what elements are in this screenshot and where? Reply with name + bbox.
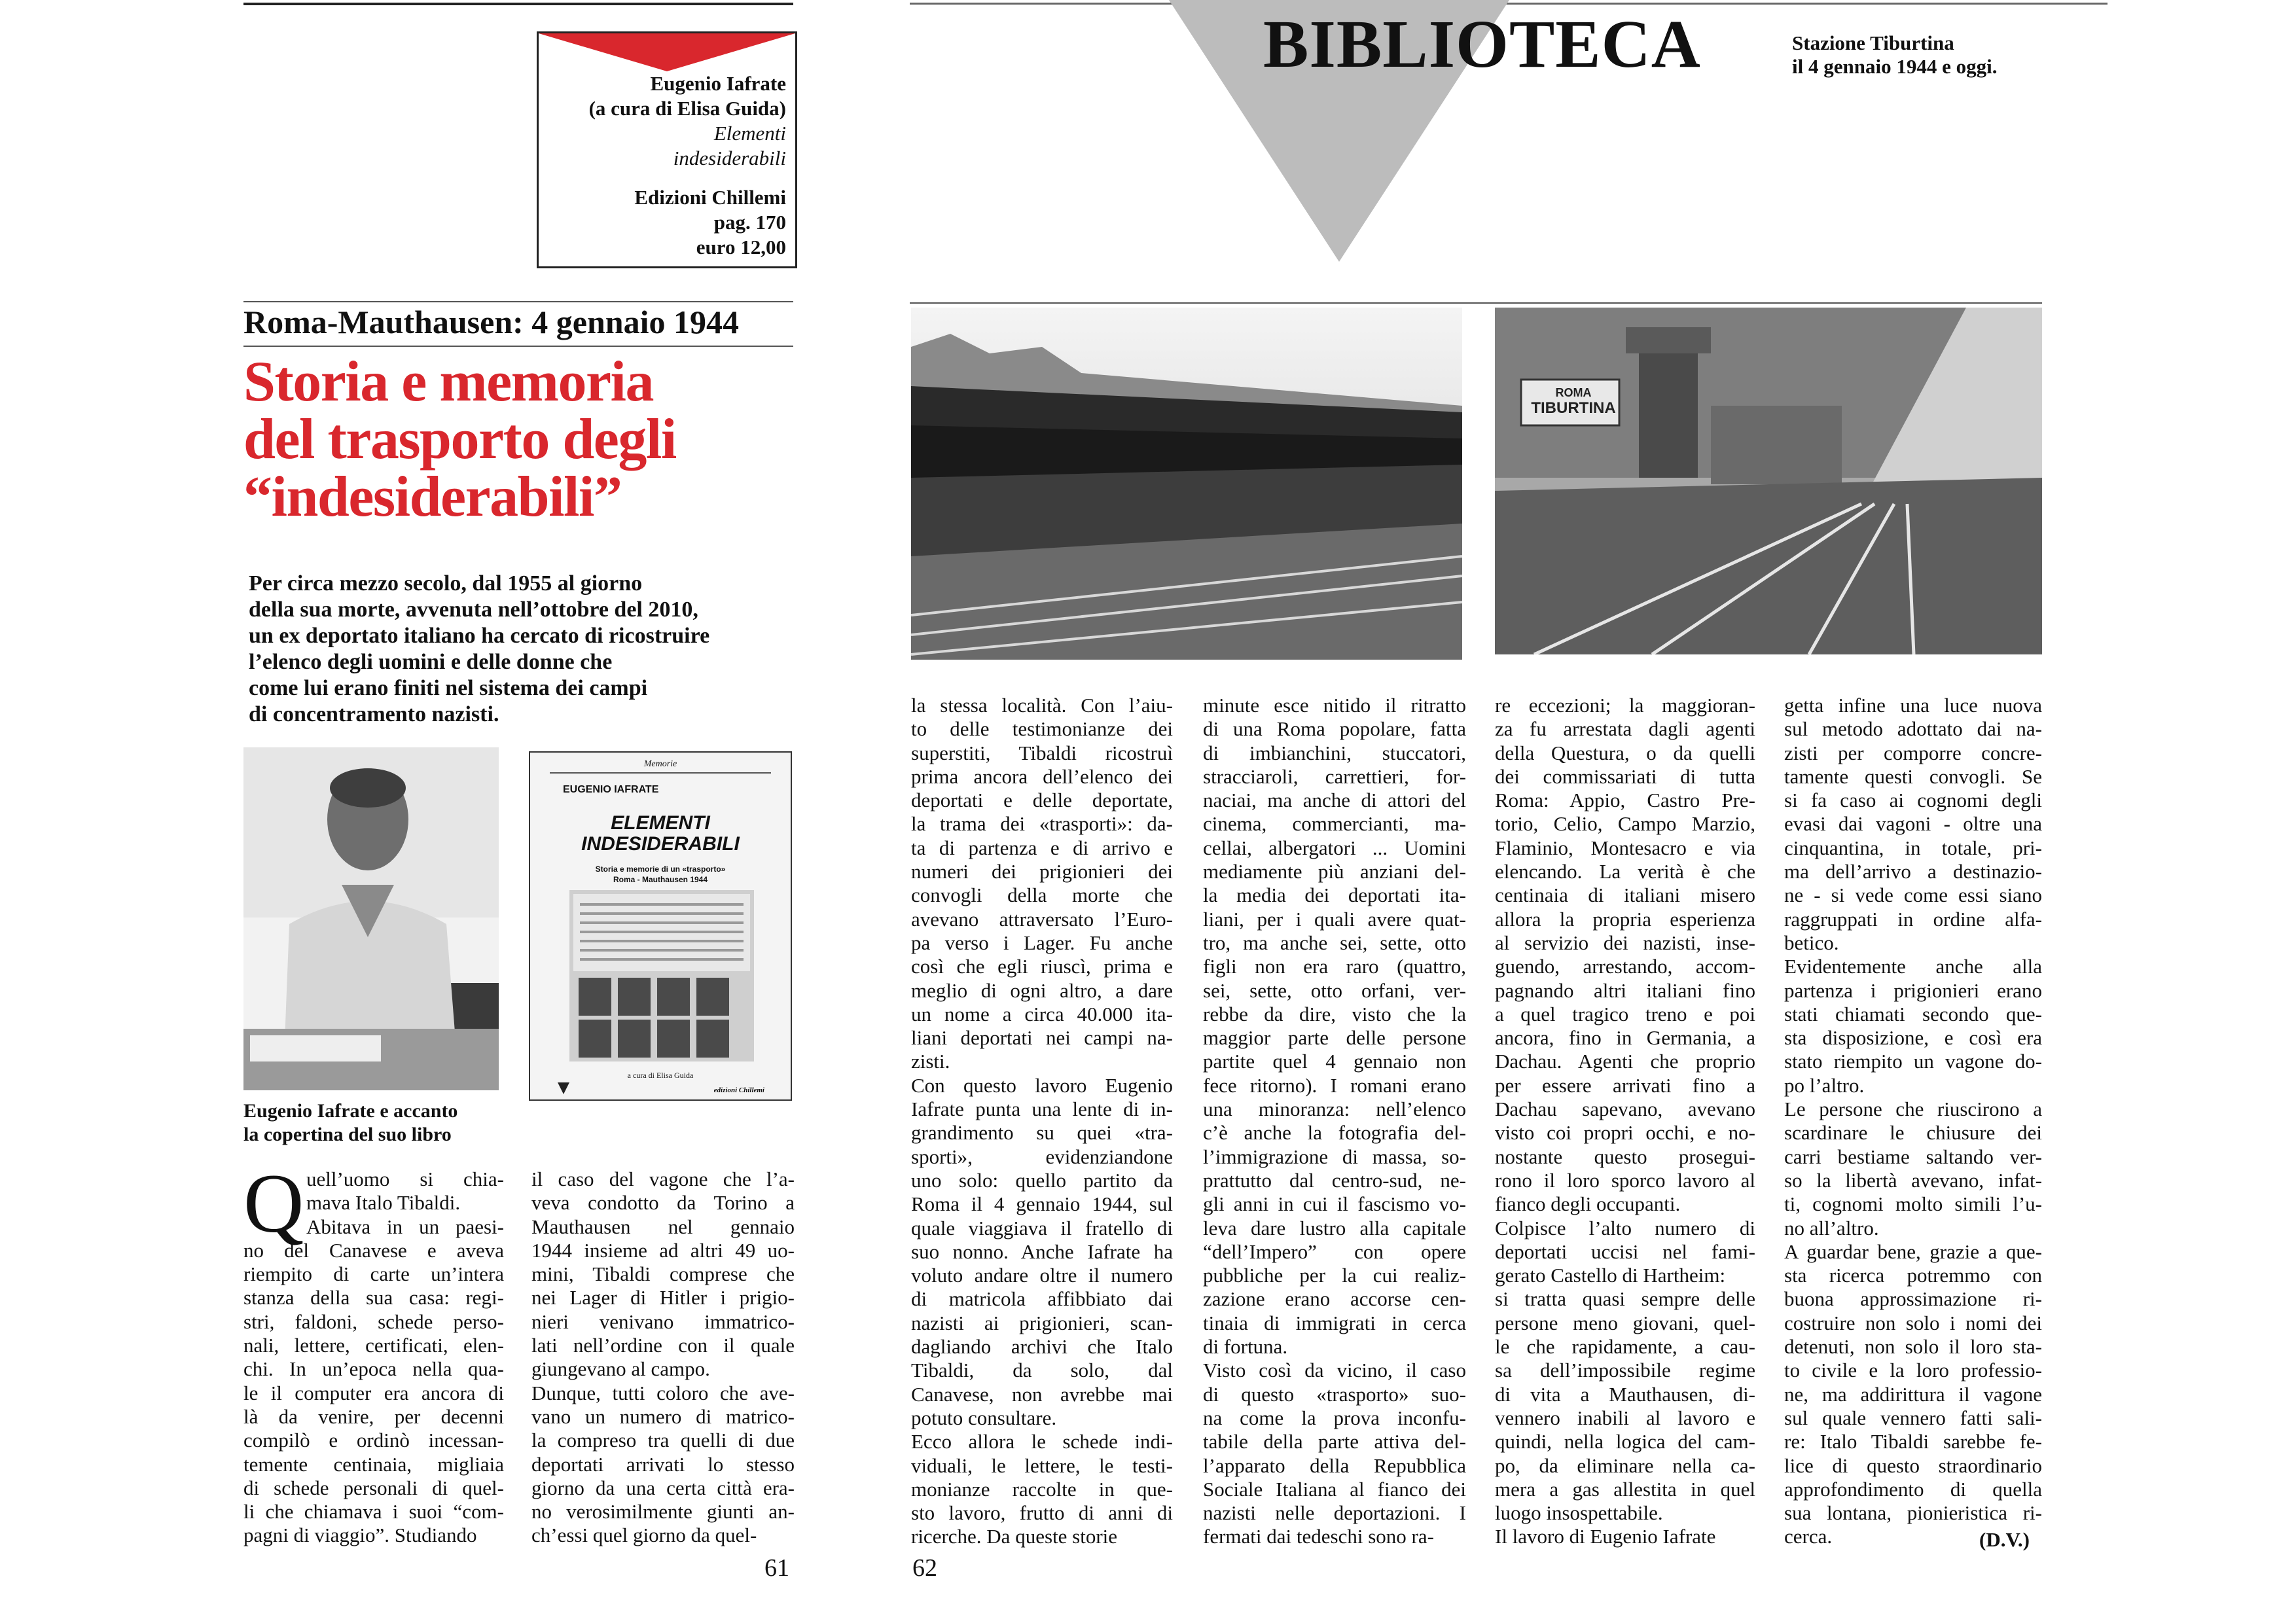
headline-line: Storia e memoria xyxy=(243,350,653,414)
book-info-box xyxy=(537,31,797,268)
column-text-line: dagliando archivi che Italo xyxy=(911,1335,1173,1359)
column-text-line: Abitava in un paesi- xyxy=(306,1215,504,1238)
column-text-line: re: Italo Tibaldi sarebbe fe- xyxy=(1784,1430,2042,1454)
column-text-line: A guardar bene, grazie a que- xyxy=(1784,1240,2042,1263)
column-text-line: getta infine una luce nuova xyxy=(1784,694,2042,717)
column-text-line: guendo, arrestando, accom- xyxy=(1495,955,1755,978)
kicker-rule-bottom xyxy=(243,346,793,347)
article-column-2 xyxy=(531,1168,795,1548)
section-subtitle-line: Stazione Tiburtina xyxy=(1792,31,1954,54)
lead-line: come lui erano finiti nel sistema dei campi xyxy=(249,676,648,700)
column-text-line: tro, ma anche sei, sette, otto xyxy=(1203,931,1466,954)
column-text-line: di questo «trasporto» suo- xyxy=(1203,1382,1466,1406)
article-lead xyxy=(249,571,818,728)
column-text-line: re eccezioni; la maggioran- xyxy=(1495,694,1755,717)
column-text-line: dei commissariati di tutta xyxy=(1495,764,1755,788)
caption-line: la copertina del suo libro xyxy=(243,1124,452,1145)
column-text-line: sul metodo adottato dai na- xyxy=(1784,717,2042,741)
column-text-line: stracciaroli, carrettieri, for- xyxy=(1203,764,1466,788)
station-sign-line: TIBURTINA xyxy=(1531,399,1616,417)
cover-subtitle-1: Storia e memorie di un «trasporto» xyxy=(595,865,726,874)
column-text-line: liani, per i quali avere quat- xyxy=(1203,907,1466,931)
column-text-line: prattutto dal centro-sud, ne- xyxy=(1203,1168,1466,1192)
photo-caption xyxy=(243,1099,518,1147)
column-text-line: minute esce nitido il ritratto xyxy=(1203,694,1466,717)
column-text-line: giungevano al campo. xyxy=(531,1357,710,1381)
column-text-line: quindi, nella logica del cam- xyxy=(1495,1430,1755,1454)
article-column-5 xyxy=(1495,694,1755,1549)
column-text-line: grandimento su quei «tra- xyxy=(911,1121,1173,1145)
column-text-line: buona approssimazione ri- xyxy=(1784,1287,2042,1311)
column-text-line: stato riempito un vagone do- xyxy=(1784,1050,2042,1073)
info-curator: (a cura di Elisa Guida) xyxy=(588,97,786,120)
column-text-line: giorno da una certa città era- xyxy=(531,1476,795,1499)
column-text-line: al servizio dei nazisti, inse- xyxy=(1495,931,1755,954)
column-text-line: carri bestiame saltando ver- xyxy=(1784,1145,2042,1168)
column-text-line: raggruppati in ordine alfa- xyxy=(1784,907,2042,931)
column-text-line: le il computer era ancora di xyxy=(243,1381,504,1404)
page-number-right: 62 xyxy=(912,1554,937,1582)
column-text-line: cinema, commercianti, ma- xyxy=(1203,812,1466,836)
column-text-line: deportati uccisi nel fami- xyxy=(1495,1240,1755,1263)
column-text-line: mini, Tibaldi comprese che xyxy=(531,1262,795,1286)
column-text-line: Ecco allora le schede indi- xyxy=(911,1430,1173,1454)
cover-series: Memorie xyxy=(643,759,677,769)
column-text-line: di imbianchini, stuccatori, xyxy=(1203,741,1466,764)
column-text-line: sul quale vennero fatti sali- xyxy=(1784,1406,2042,1429)
publisher-logo-icon xyxy=(556,1081,571,1096)
column-text-line: sto lavoro, frutto di anni di xyxy=(911,1501,1173,1525)
column-text-line: scardinare le chiusure dei xyxy=(1784,1121,2042,1145)
column-text-line: di vita a Mauthausen, di- xyxy=(1495,1382,1755,1406)
column-text-line: così che egli riuscì, prima e xyxy=(911,955,1173,978)
column-text-line: uno solo: quello partito da xyxy=(911,1168,1173,1192)
column-text-line: Dachau sapevano, avevano xyxy=(1495,1097,1755,1121)
station-sign xyxy=(1528,385,1619,416)
column-text-line: l’immigrazione di massa, so- xyxy=(1203,1145,1466,1168)
column-text-line: di schede personali di quel- xyxy=(243,1476,504,1499)
column-text-line: mera a gas allestita in quel xyxy=(1495,1477,1755,1501)
column-text-line: nei Lager di Hitler i prigio- xyxy=(531,1286,795,1310)
column-text-line: cellai, albergatori ... Uomini xyxy=(1203,836,1466,859)
column-text-line: nazisti nelle deportazioni. I xyxy=(1203,1501,1466,1525)
column-text-line: vano un numero di matrico- xyxy=(531,1404,795,1428)
column-text-line: monianze raccolte in que- xyxy=(911,1477,1173,1501)
column-text-line: un nome a circa 40.000 ita- xyxy=(911,1002,1173,1026)
column-text-line: c’è anche la fotografia del- xyxy=(1203,1121,1466,1145)
column-text-line: sei, sette, otto orfani, ver- xyxy=(1203,978,1466,1002)
column-text-line: potuto consultare. xyxy=(911,1406,1057,1429)
column-text-line: zisti per comporre concre- xyxy=(1784,741,2042,764)
column-text-line: sporti», evidenziandone xyxy=(911,1145,1173,1168)
column-text-line: nazisti ai prigionieri, scan- xyxy=(911,1311,1173,1334)
column-text-line: nieri venivano immatrico- xyxy=(531,1310,795,1333)
column-text-line: no del Canavese e aveva xyxy=(243,1238,504,1262)
column-text-line: vennero inabili al lavoro e xyxy=(1495,1406,1755,1429)
column-text-line: pubbliche per la cui realiz- xyxy=(1203,1264,1466,1287)
info-price: euro 12,00 xyxy=(696,236,786,259)
column-text-line: della Questura, o da quelli xyxy=(1495,741,1755,764)
column-text-line: meglio di ogni altro, a dare xyxy=(911,978,1173,1002)
article-kicker: Roma-Mauthausen: 4 gennaio 1944 xyxy=(243,304,739,340)
column-text-line: cerca. xyxy=(1784,1525,1833,1548)
column-text-line: sua lontana, pionieristica ri- xyxy=(1784,1501,2042,1525)
column-text-line: Colpisce l’alto numero di xyxy=(1495,1216,1755,1240)
drop-cap: Q xyxy=(243,1157,304,1250)
cover-curator: a cura di Elisa Guida xyxy=(627,1071,694,1080)
author-signature: (D.V.) xyxy=(1979,1528,2030,1551)
column-text-line: gerato Castello di Hartheim: xyxy=(1495,1264,1726,1287)
column-text-line: fermati dai tedeschi sono ra- xyxy=(1203,1525,1434,1548)
column-text-line: Le persone che riuscirono a xyxy=(1784,1097,2042,1121)
column-text-line: to civile e la loro professio- xyxy=(1784,1359,2042,1382)
column-text-line: stati chiamati secondo que- xyxy=(1784,1002,2042,1026)
lead-line: l’elenco degli uomini e delle donne che xyxy=(249,650,613,674)
cover-subtitle xyxy=(530,864,791,885)
column-text-line: allora la propria esperienza xyxy=(1495,907,1755,931)
cover-rule xyxy=(550,772,771,774)
column-text-line: tinaia di immigrati in cerca xyxy=(1203,1311,1466,1334)
headline-line: “indesiderabili” xyxy=(243,465,622,529)
column-text-line: la compreso tra quelli di due xyxy=(531,1429,795,1452)
column-text-line: na come la prova inconfu- xyxy=(1203,1406,1466,1429)
article-column-3 xyxy=(911,694,1173,1549)
column-text-line: Flaminio, Montesacro e via xyxy=(1495,836,1755,859)
section-subtitle xyxy=(1792,31,1997,79)
column-text-line: ma dell’arrivo a destinazio- xyxy=(1784,860,2042,883)
column-text-line: si fa caso ai cognomi degli xyxy=(1784,789,2042,812)
tiburtina-station-photo xyxy=(1495,308,2042,654)
column-text-line: ricerche. Da queste storie xyxy=(911,1525,1118,1548)
column-text-line: Tibaldi, da solo, dal xyxy=(911,1359,1173,1382)
mid-rule-right xyxy=(910,302,2042,304)
column-text-line: una minoranza: nell’elenco xyxy=(1203,1097,1466,1121)
column-text-line: liani deportati nei campi na- xyxy=(911,1026,1173,1050)
station-sign-line: ROMA xyxy=(1555,386,1592,399)
column-text-line: sa dell’impossibile regime xyxy=(1495,1359,1755,1382)
column-text-line: zazione erano accorse cen- xyxy=(1203,1287,1466,1311)
info-author: Eugenio Iafrate xyxy=(650,72,786,95)
section-subtitle-line: il 4 gennaio 1944 e oggi. xyxy=(1792,55,1998,78)
caption-line: Eugenio Iafrate e accanto xyxy=(243,1100,458,1122)
column-text-line: la media dei deportati ita- xyxy=(1203,883,1466,907)
info-title-1: Elementi xyxy=(713,122,786,145)
column-text-line: riempito di carte un’intera xyxy=(243,1262,504,1286)
column-text-line: chi. In un’epoca nella qua- xyxy=(243,1357,504,1381)
column-text-line: Iafrate punta una lente di in- xyxy=(911,1097,1173,1121)
column-text-line: 1944 insieme ad altri 49 uo- xyxy=(531,1238,795,1262)
column-text-line: detenuti, non solo il loro sta- xyxy=(1784,1335,2042,1359)
info-publisher: Edizioni Chillemi xyxy=(634,186,786,209)
column-text-line: Canavese, non avrebbe mai xyxy=(911,1382,1173,1406)
column-text-line: so la libertà avevano, infat- xyxy=(1784,1168,2042,1192)
column-text-line: nali, lettere, certificati, elen- xyxy=(243,1334,504,1357)
cover-photo-collage xyxy=(569,890,754,1061)
section-title: BIBLIOTECA xyxy=(1263,7,1701,82)
lead-line: della sua morte, avvenuta nell’ottobre del 2010, xyxy=(249,597,698,622)
column-text-line: il caso del vagone che l’a- xyxy=(531,1168,795,1190)
column-text-line: cinquantina, in totale, pri- xyxy=(1784,836,2042,859)
column-text-line: a quel tragico treno e poi xyxy=(1495,1002,1755,1026)
column-text-line: no all’altro. xyxy=(1784,1216,1879,1240)
column-text-line: ta di partenza e di arrivo e xyxy=(911,836,1173,859)
article-column-6 xyxy=(1784,694,2042,1549)
column-text-line: po l’altro. xyxy=(1784,1073,1865,1097)
column-text-line: veva condotto da Torino a xyxy=(531,1191,795,1215)
column-text-line: nostante questo prosegui- xyxy=(1495,1145,1755,1168)
column-text-line: la trama dei «trasporti»: da- xyxy=(911,812,1173,836)
column-text-line: “dell’Impero” con opere xyxy=(1203,1240,1466,1263)
column-text-line: numeri dei prigionieri dei xyxy=(911,860,1173,883)
column-text-line: figli non era raro (quattro, xyxy=(1203,955,1466,978)
column-text-line: pa verso i Lager. Fu anche xyxy=(911,931,1173,954)
cover-title xyxy=(530,813,791,855)
column-text-line: Visto così da vicino, il caso xyxy=(1203,1359,1466,1382)
column-text-line: pagni di viaggio”. Studiando xyxy=(243,1524,477,1547)
info-title-2: indesiderabili xyxy=(673,147,786,169)
column-text-line: si tratta quasi sempre delle xyxy=(1495,1287,1755,1311)
column-text-line: avevano attraversato l’Euro- xyxy=(911,907,1173,931)
column-text-line: Roma il 4 gennaio 1944, sul xyxy=(911,1192,1173,1216)
column-text-line: pagnando altri italiani fino xyxy=(1495,978,1755,1002)
column-text-line: gli anni in cui il fascismo vo- xyxy=(1203,1192,1466,1216)
column-text-line: betico. xyxy=(1784,931,1839,954)
article-headline xyxy=(243,350,806,529)
author-portrait-photo xyxy=(243,747,499,1090)
column-text-line: fece ritorno). I romani erano xyxy=(1203,1073,1466,1097)
column-text-line: per essere arrivati fino a xyxy=(1495,1073,1755,1097)
column-text-line: le che rapidamente, a cau- xyxy=(1495,1335,1755,1359)
column-text-line: di una Roma popolare, fatta xyxy=(1203,717,1466,741)
column-text-line: temente centinaia, migliaia xyxy=(243,1452,504,1476)
column-text-line: ancora, fino in Germania, a xyxy=(1495,1026,1755,1050)
column-text-line: sta ricerca potremmo con xyxy=(1784,1264,2042,1287)
column-text-line: l’apparato della Repubblica xyxy=(1203,1454,1466,1477)
headline-line: del trasporto degli xyxy=(243,408,676,471)
column-text-line: stanza della sua casa: regi- xyxy=(243,1286,504,1310)
column-text-line: deportati e delle deportate, xyxy=(911,789,1173,812)
historical-train-photo xyxy=(911,308,1462,660)
column-text-line: evasi dai vagoni - oltre una xyxy=(1784,812,2042,836)
info-pages: pag. 170 xyxy=(713,211,786,234)
column-text-line: ti, cognomi molto simili l’u- xyxy=(1784,1192,2042,1216)
article-column-4 xyxy=(1203,694,1466,1549)
column-text-line: rono il loro sporco lavoro al xyxy=(1495,1168,1755,1192)
cover-title-1: ELEMENTI xyxy=(611,812,710,834)
column-text-line: zisti. xyxy=(911,1050,950,1073)
column-text-line: ch’essi quel giorno da quel- xyxy=(531,1524,757,1547)
column-text-line: là da venire, per decenni xyxy=(243,1404,504,1428)
column-text-line: no verosimilmente giunti an- xyxy=(531,1500,795,1524)
column-text-line: to delle testimonianze dei xyxy=(911,717,1173,741)
column-text-line: uell’uomo si chia- xyxy=(306,1168,504,1190)
column-text-line: costruire non solo i nomi dei xyxy=(1784,1311,2042,1334)
red-flag-decoration xyxy=(539,33,795,71)
column-text-line: approfondimento di quella xyxy=(1784,1477,2042,1501)
top-rule-left xyxy=(243,3,793,5)
column-text-line: fianco degli occupanti. xyxy=(1495,1192,1681,1216)
column-text-line: visto coi propri occhi, e no- xyxy=(1495,1121,1755,1145)
column-text-line: Roma: Appio, Castro Pre- xyxy=(1495,789,1755,812)
article-column-1 xyxy=(243,1168,504,1548)
column-text-line: Mauthausen nel gennaio xyxy=(531,1215,795,1238)
column-text-line: centinaia di italiani misero xyxy=(1495,883,1755,907)
column-text-line: ne, ma addirittura il vagone xyxy=(1784,1382,2042,1406)
column-text-line: torio, Celio, Campo Marzio, xyxy=(1495,812,1755,836)
cover-subtitle-2: Roma - Mauthausen 1944 xyxy=(613,875,708,884)
column-text-line: Dachau. Agenti che proprio xyxy=(1495,1050,1755,1073)
column-text-line: compilò e ordinò incessan- xyxy=(243,1429,504,1452)
column-text-line: tamente questi convogli. Se xyxy=(1784,764,2042,788)
column-text-line: partite quel 4 gennaio non xyxy=(1203,1050,1466,1073)
column-text-line: Sociale Italiana al fianco dei xyxy=(1203,1477,1466,1501)
cover-title-2: INDESIDERABILI xyxy=(581,833,740,855)
column-text-line: mava Italo Tibaldi. xyxy=(306,1191,461,1215)
column-text-line: partenza i prigionieri erano xyxy=(1784,978,2042,1002)
column-text-line: li che chiamava i suoi “com- xyxy=(243,1500,504,1524)
column-text-line: elencando. La verità è che xyxy=(1495,860,1755,883)
column-text-line: di fortuna. xyxy=(1203,1335,1288,1359)
column-text-line: voluto andare oltre il numero xyxy=(911,1264,1173,1287)
column-text-line: convogli della morte che xyxy=(911,883,1173,907)
column-text-line: viduali, le lettere, le testi- xyxy=(911,1454,1173,1477)
column-text-line: superstiti, Tibaldi ricostruì xyxy=(911,741,1173,764)
column-text-line: stri, faldoni, schede perso- xyxy=(243,1310,504,1333)
column-text-line: quale viaggiava il fratello di xyxy=(911,1216,1173,1240)
column-text-line: Evidentemente anche alla xyxy=(1784,955,2042,978)
column-text-line: tabile della parte attiva del- xyxy=(1203,1430,1466,1454)
column-text-line: leva dare lustro alla capitale xyxy=(1203,1216,1466,1240)
column-text-line: Il lavoro di Eugenio Iafrate xyxy=(1495,1525,1716,1548)
column-text-line: la stessa località. Con l’aiu- xyxy=(911,694,1173,717)
cover-publisher: edizioni Chillemi xyxy=(713,1086,764,1094)
lead-line: di concentramento nazisti. xyxy=(249,702,499,726)
column-text-line: di matricola affibbiato dai xyxy=(911,1287,1173,1311)
column-text-line: maggior parte delle persone xyxy=(1203,1026,1466,1050)
column-text-line: za fu arrestata dagli agenti xyxy=(1495,717,1755,741)
column-text-line: mediamente più anziani del- xyxy=(1203,860,1466,883)
column-text-line: luogo insospettabile. xyxy=(1495,1501,1663,1525)
column-text-line: persone meno giovani, quel- xyxy=(1495,1311,1755,1334)
book-cover-image xyxy=(529,751,792,1101)
column-text-line: suo nonno. Anche Iafrate ha xyxy=(911,1240,1173,1263)
cover-author: EUGENIO IAFRATE xyxy=(563,784,659,795)
column-text-line: naciai, ma anche di attori del xyxy=(1203,789,1466,812)
lead-line: Per circa mezzo secolo, dal 1955 al giorno xyxy=(249,571,643,596)
column-text-line: sta disposizione, e così era xyxy=(1784,1026,2042,1050)
lead-line: un ex deportato italiano ha cercato di ricostruire xyxy=(249,624,710,648)
column-text-line: Con questo lavoro Eugenio xyxy=(911,1073,1173,1097)
column-text-line: lati nell’ordine con il quale xyxy=(531,1334,795,1357)
column-text-line: rebbe da dire, visto che la xyxy=(1203,1002,1466,1026)
column-text-line: Dunque, tutti coloro che ave- xyxy=(531,1381,795,1404)
column-text-line: lice di questo straordinario xyxy=(1784,1454,2042,1477)
column-text-line: deportati arrivati lo stesso xyxy=(531,1452,795,1476)
page-number-left: 61 xyxy=(764,1554,789,1582)
column-text-line: ne - si vede come essi siano xyxy=(1784,883,2042,907)
column-text-line: po, da eliminare nella ca- xyxy=(1495,1454,1755,1477)
column-text-line: prima ancora dell’elenco dei xyxy=(911,764,1173,788)
